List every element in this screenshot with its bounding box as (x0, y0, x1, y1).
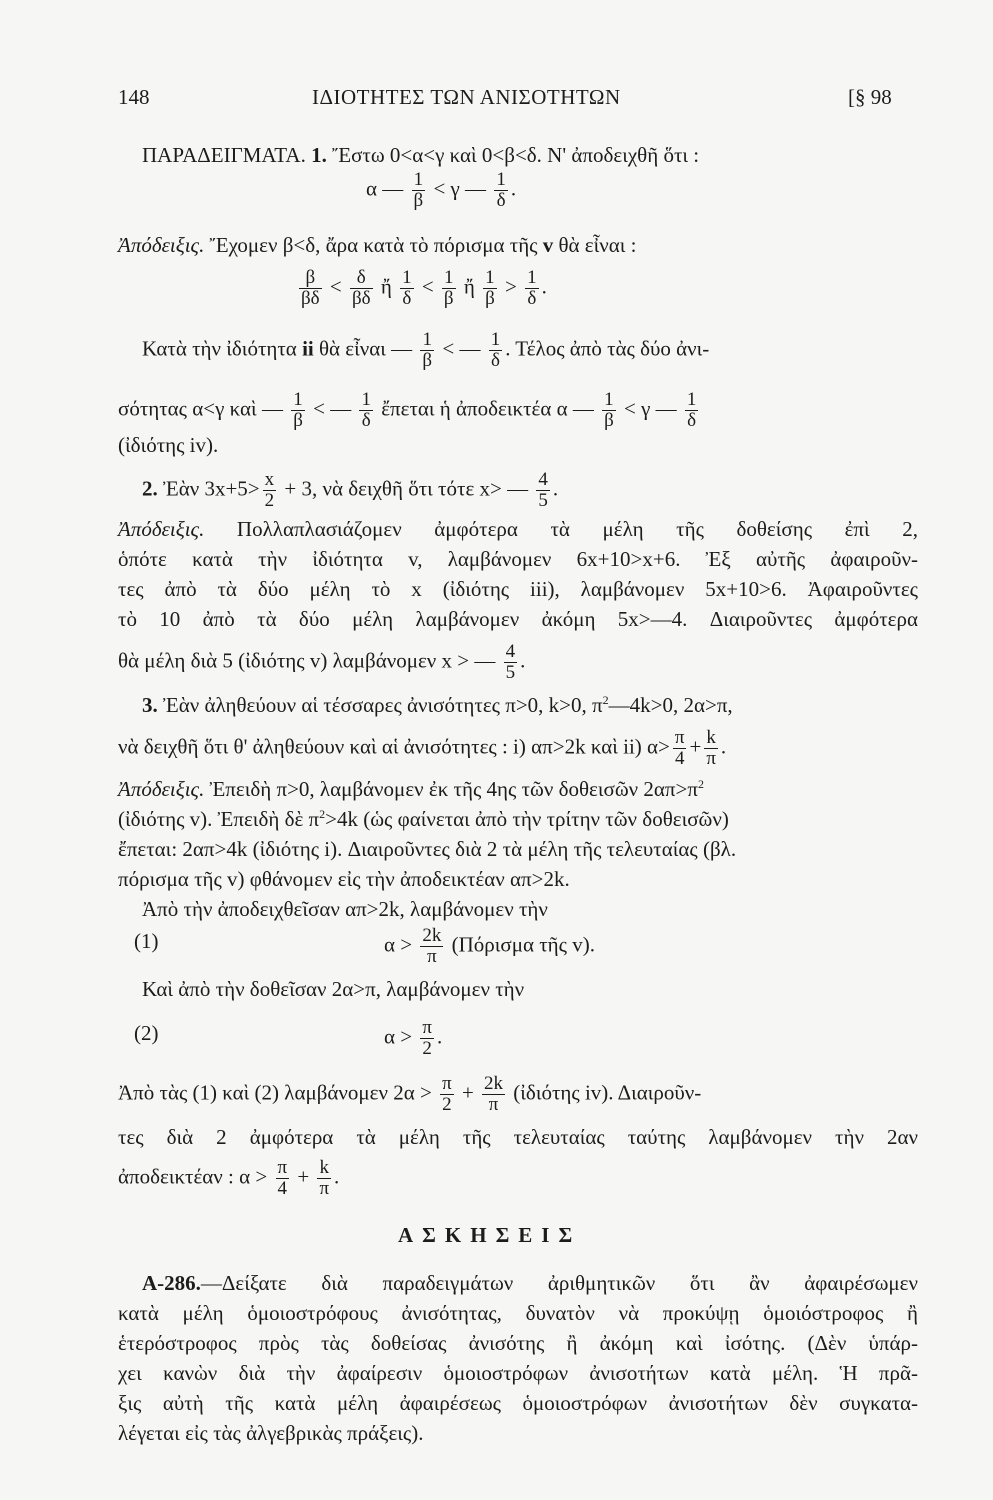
proof-2-line-5: θὰ μέλη διὰ 5 (ἰδιότης v) λαμβάνομεν x > — $\frac{4}{5}$ . (118, 641, 526, 683)
fraction: $\frac{1}{\beta}$ (413, 169, 424, 211)
exercise-a286-line-6: λέγεται εἰς τὰς ἀλγεβρικὰς πράξεις). (118, 1421, 424, 1445)
proof-2-line-3: τες ἀπὸ τὰ δύο μέλη τὸ x (ἰδιότης iii), λαμβάνομεν 5x+10>6. Ἀφαιροῦντες (118, 577, 918, 601)
exercise-a286-line-2: κατὰ μέλη ὁμοιοστρόφους ἀνισότητας, δυνατὸν νὰ προκύψῃ ὁμοιόστροφος ἢ (118, 1301, 918, 1325)
proof-3-line-5: Ἀπὸ τὴν ἀποδειχθεῖσαν απ>2k, λαμβάνομεν τὴν (142, 897, 548, 921)
statement-text: Ἔστω 0<α<γ καὶ 0<β<δ. Ν' ἀποδειχθῆ ὅτι : (332, 143, 700, 167)
equation-2-label: (2) (134, 1021, 159, 1045)
proof-3-line-8: τες διὰ 2 ἀμφότερα τὰ μέλη τῆς τελευταίας ταύτης λαμβάνομεν τὴν 2αν (118, 1125, 918, 1149)
example-1-statement (142, 140, 699, 170)
property-iv-close: (ἰδιότης iv). (118, 433, 219, 457)
exercise-a286-line-5: ξις αὐτὴ τῆς κατὰ μέλη ἀφαιρέσεως ὁμοιοστρόφων ἀνισοτήτων δὲν συγκατα- (118, 1391, 918, 1415)
conclusion-line: σότητας α<γ καὶ — $\frac{1}{\beta}$ < — $\frac{1}{\delta}$ ἔπεται ἡ ἀποδεικτέα α — $\frac{1}{\beta}$ < γ — $\frac{1}{\delta}$ (118, 389, 697, 431)
exercise-a286-line-1: Α-286.—Δείξατε διὰ παραδειγμάτων ἀριθμητικῶν ὅτι ἂν ἀφαιρέσωμεν (142, 1271, 918, 1295)
example-3-line-1: 3. Ἐὰν ἀληθεύουν αἱ τέσσαρες ἀνισότητες π>0, k>0, $\pi^2—4k>0$, 2α>π, (142, 693, 733, 717)
equation-1-label: (1) (134, 929, 159, 953)
equation-2: α > $\frac{\pi}{2}$ . (384, 1017, 443, 1059)
proof-3-line-7: Ἀπὸ τὰς (1) καὶ (2) λαμβάνομεν 2α > $\frac{\pi}{2}$ + $\frac{2k}{\pi}$ (ἰδιότης iv). Διαιροῦν- (118, 1073, 702, 1115)
proof-1-line: Ἀπόδειξις. Ἔχομεν β<δ, ἄρα κατὰ τὸ πόρισμα τῆς v θὰ εἶναι : (118, 233, 637, 257)
exercise-a286-line-3: ἑτερόστροφος πρὸς τὰς δοθείσας ἀνισότης ἢ ἀκόμη καὶ ἰσότης. (Δὲν ὑπάρ- (118, 1331, 918, 1355)
proof-3-line-9: ἀποδεικτέαν : α > $\frac{\pi}{4}$ + $\frac{k}{\pi}$ . (118, 1157, 340, 1199)
example-2-statement: 2. Ἐὰν 3x+5> $\frac{x}{2}$ + 3, νὰ δειχθῆ ὅτι τότε x> — $\frac{4}{5}$ . (142, 469, 559, 511)
examples-heading: ΠΑΡΑΔΕΙΓΜΑΤΑ. (142, 143, 306, 167)
fraction: $\frac{1}{\delta}$ (496, 169, 506, 211)
proof-2-line-2: ὁπότε κατὰ τὴν ἰδιότητα v, λαμβάνομεν 6x+10>x+6. Ἐξ αὐτῆς ἀφαιροῦν- (118, 547, 918, 571)
exercises-title: ΑΣΚΗΣΕΙΣ (398, 1223, 582, 1247)
example-3-line-2: νὰ δειχθῆ ὅτι θ' ἀληθεύουν καὶ αἱ ἀνισότητες : i) απ>2k καὶ ii) α> $\frac{\pi}{4}$ + $\frac{k}{\pi}$ . (118, 727, 727, 769)
proof-3-line-4: πόρισμα τῆς v) φθάνομεν εἰς τὴν ἀποδεικτέαν απ>2k. (118, 867, 570, 891)
proof-2-line-1: Ἀπόδειξις. Πολλαπλασιάζομεν ἀμφότερα τὰ μέλη τῆς δοθείσης ἐπὶ 2, (118, 517, 919, 541)
example-number: 1. (311, 143, 327, 167)
target-inequality: α — $\frac{1}{\beta}$ < γ — $\frac{1}{\delta}$ . (366, 169, 517, 211)
proof-3-line-3: ἔπεται: 2απ>4k (ἰδιότης i). Διαιροῦντες διὰ 2 τὰ μέλη τῆς τελευταίας (βλ. (118, 837, 737, 861)
running-title: ΙΔΙΟΤΗΤΕΣ ΤΩΝ ΑΝΙΣΟΤΗΤΩΝ (312, 85, 621, 109)
exercise-a286-line-4: χει κανὼν διὰ τὴν ἀφαίρεσιν ὁμοιοστρόφων ἀνισοτήτων κατὰ μέλη. Ἡ πρᾶ- (118, 1361, 918, 1385)
property-ii-line: Κατὰ τὴν ἰδιότητα ii θὰ εἶναι — $\frac{1}{\beta}$ < — $\frac{1}{\delta}$ . Τέλος ἀπὸ τὰς δύο ἀνι- (142, 329, 710, 371)
proof-3-line-6: Καὶ ἀπὸ τὴν δοθεῖσαν 2α>π, λαμβάνομεν τὴν (142, 977, 525, 1001)
fraction-chain: $\frac{\beta}{\beta\delta}$ < $\frac{\delta}{\beta\delta}$ ἤ $\frac{1}{\delta}$ < $\frac{1}{\beta}$ ἤ $\frac{1}{\beta}$ > $\frac{1}{\delta}$ . (301, 267, 547, 309)
formula-part: α — (366, 176, 404, 201)
proof-3-line-1: Ἀπόδειξις. Ἐπειδὴ π>0, λαμβάνομεν ἐκ τῆς 4ης τῶν δοθεισῶν $2\alpha\pi>\pi^2$ (118, 777, 704, 801)
section-ref: [§ 98 (848, 85, 892, 109)
page-number: 148 (118, 85, 150, 109)
equation-1: α > $\frac{2k}{\pi}$ (Πόρισμα τῆς v). (384, 925, 595, 967)
formula-part: < γ — (433, 176, 487, 201)
proof-3-line-2: (ἰδιότης v). Ἐπειδὴ δὲ $\pi^2>4k$ (ὡς φαίνεται ἀπὸ τὴν τρίτην τῶν δοθεισῶν) (118, 807, 729, 831)
proof-label: Ἀπόδειξις. (118, 233, 205, 257)
proof-2-line-4: τὸ 10 ἀπὸ τὰ δύο μέλη λαμβάνομεν ἀκόμη 5x>—4. Διαιροῦντες ἀμφότερα (118, 607, 918, 631)
